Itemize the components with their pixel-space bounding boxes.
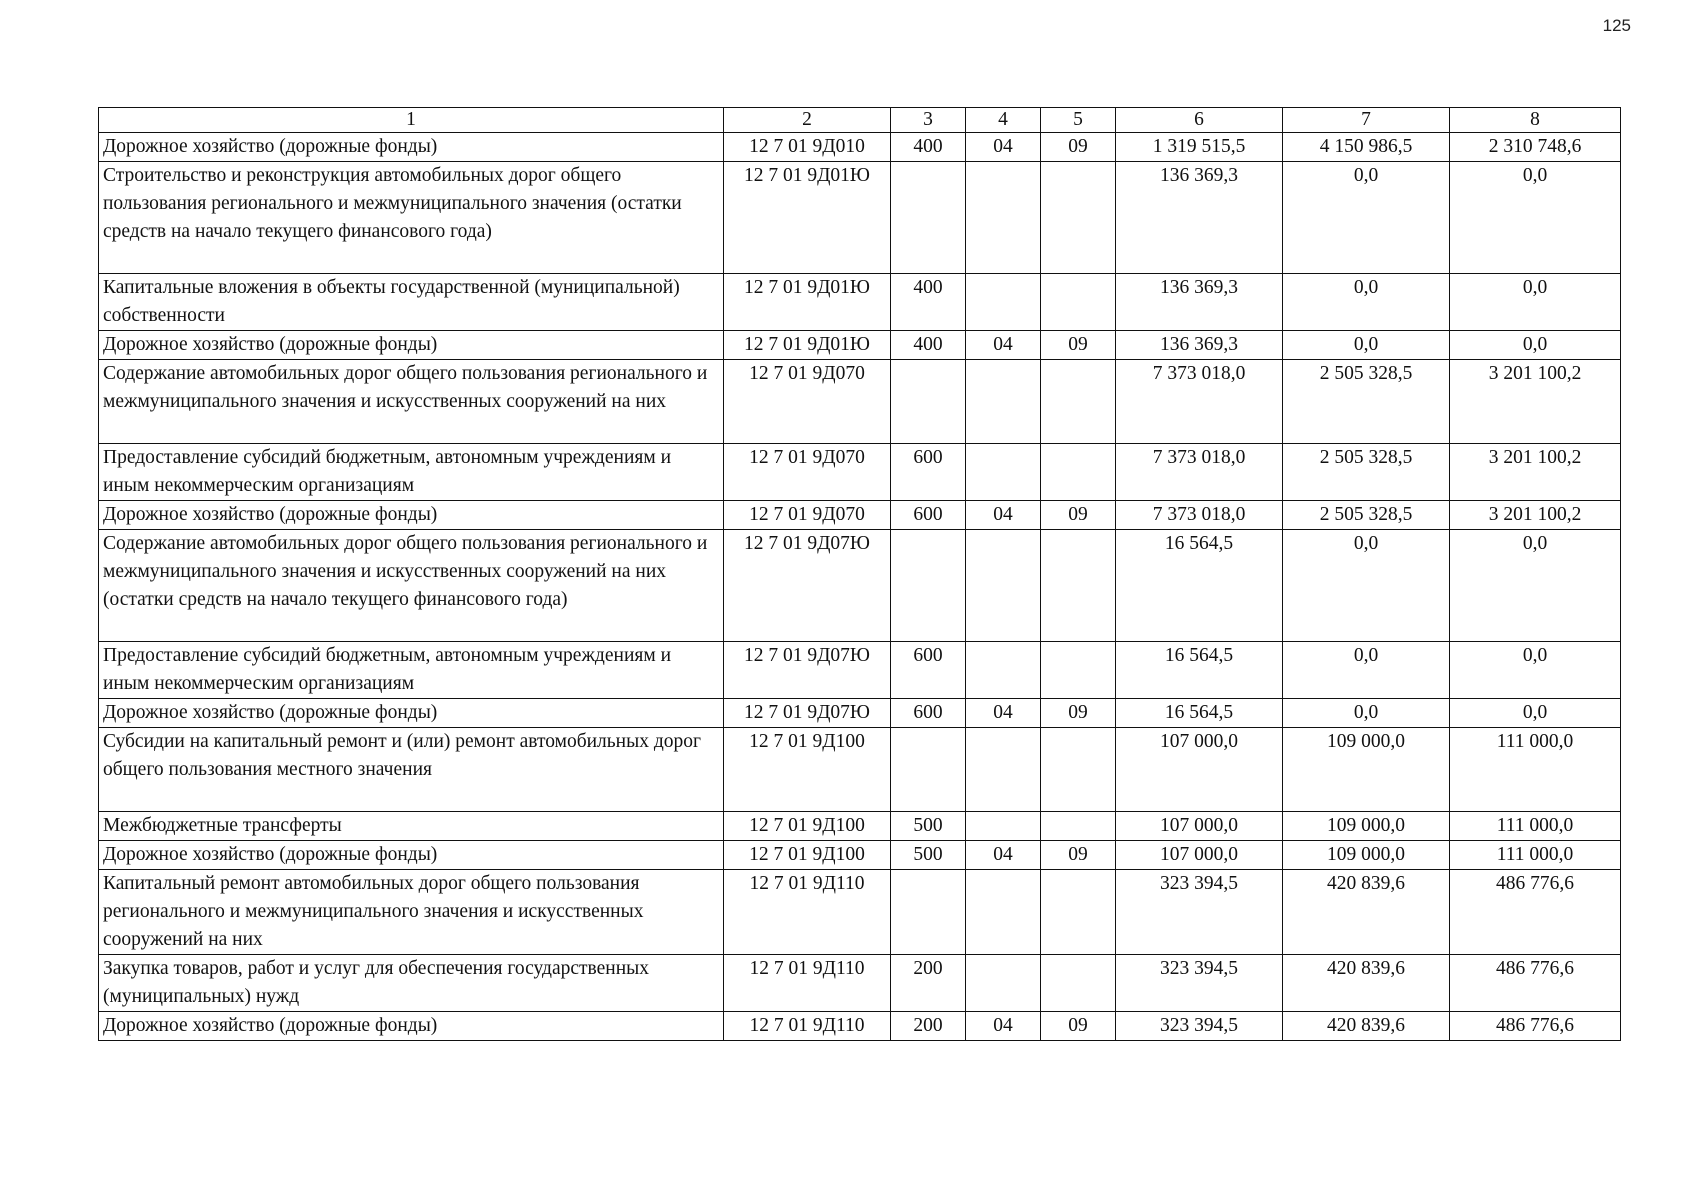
- cell-code: 12 7 01 9Д07Ю: [724, 699, 891, 728]
- header-cell-4: 4: [966, 108, 1041, 133]
- cell-name: Межбюджетные трансферты: [99, 812, 724, 841]
- cell-col7: 109 000,0: [1283, 728, 1450, 812]
- cell-code: 12 7 01 9Д100: [724, 841, 891, 870]
- cell-col3: 400: [891, 274, 966, 331]
- cell-col4: [966, 530, 1041, 642]
- cell-col3: 400: [891, 133, 966, 162]
- cell-col7: 0,0: [1283, 162, 1450, 274]
- header-cell-1: 1: [99, 108, 724, 133]
- cell-col8: 111 000,0: [1450, 728, 1621, 812]
- table-row: [99, 955, 1621, 1012]
- cell-col8: 0,0: [1450, 699, 1621, 728]
- cell-name: Дорожное хозяйство (дорожные фонды): [99, 331, 724, 360]
- table-row: [99, 699, 1621, 728]
- cell-col3: [891, 360, 966, 444]
- cell-col4: 04: [966, 1012, 1041, 1041]
- cell-name: Дорожное хозяйство (дорожные фонды): [99, 501, 724, 530]
- cell-col5: 09: [1041, 501, 1116, 530]
- cell-col5: [1041, 870, 1116, 955]
- cell-col3: 600: [891, 501, 966, 530]
- table-row: [99, 1012, 1621, 1041]
- cell-col6: 16 564,5: [1116, 699, 1283, 728]
- cell-col3: [891, 162, 966, 274]
- table-row: [99, 501, 1621, 530]
- cell-col6: 323 394,5: [1116, 1012, 1283, 1041]
- cell-col6: 1 319 515,5: [1116, 133, 1283, 162]
- cell-col4: [966, 360, 1041, 444]
- cell-col7: 0,0: [1283, 642, 1450, 699]
- cell-col8: 0,0: [1450, 274, 1621, 331]
- cell-col5: 09: [1041, 1012, 1116, 1041]
- table-body: [99, 108, 1621, 1041]
- cell-col3: 200: [891, 955, 966, 1012]
- header-cell-6: 6: [1116, 108, 1283, 133]
- cell-col5: [1041, 444, 1116, 501]
- cell-code: 12 7 01 9Д070: [724, 444, 891, 501]
- cell-col6: 107 000,0: [1116, 841, 1283, 870]
- cell-col4: [966, 642, 1041, 699]
- cell-col7: 0,0: [1283, 331, 1450, 360]
- table-row: [99, 331, 1621, 360]
- cell-col6: 7 373 018,0: [1116, 501, 1283, 530]
- cell-col8: 486 776,6: [1450, 1012, 1621, 1041]
- cell-col4: [966, 812, 1041, 841]
- cell-name: Предоставление субсидий бюджетным, автономным учреждениям и иным некоммерческим организациям: [99, 642, 724, 699]
- cell-col7: 2 505 328,5: [1283, 444, 1450, 501]
- cell-col3: [891, 530, 966, 642]
- table-row: [99, 444, 1621, 501]
- header-cell-7: 7: [1283, 108, 1450, 133]
- cell-col3: [891, 870, 966, 955]
- cell-col4: [966, 274, 1041, 331]
- cell-col8: 3 201 100,2: [1450, 501, 1621, 530]
- cell-col6: 7 373 018,0: [1116, 444, 1283, 501]
- cell-col6: 16 564,5: [1116, 642, 1283, 699]
- cell-col4: 04: [966, 699, 1041, 728]
- cell-col7: 0,0: [1283, 699, 1450, 728]
- cell-col7: 420 839,6: [1283, 1012, 1450, 1041]
- cell-col5: 09: [1041, 331, 1116, 360]
- cell-col3: 600: [891, 444, 966, 501]
- table-row: [99, 162, 1621, 274]
- header-cell-3: 3: [891, 108, 966, 133]
- cell-name: Дорожное хозяйство (дорожные фонды): [99, 841, 724, 870]
- cell-name: Капитальные вложения в объекты государственной (муниципальной) собственности: [99, 274, 724, 331]
- cell-col5: [1041, 162, 1116, 274]
- page-number: 125: [1602, 16, 1631, 35]
- cell-col4: [966, 955, 1041, 1012]
- cell-col7: 4 150 986,5: [1283, 133, 1450, 162]
- cell-col5: [1041, 728, 1116, 812]
- cell-col8: 0,0: [1450, 162, 1621, 274]
- table-row: [99, 841, 1621, 870]
- cell-col8: 3 201 100,2: [1450, 444, 1621, 501]
- table-header-row: [99, 108, 1621, 133]
- cell-col4: 04: [966, 501, 1041, 530]
- table-row: [99, 530, 1621, 642]
- cell-col7: 109 000,0: [1283, 812, 1450, 841]
- cell-col4: 04: [966, 133, 1041, 162]
- cell-col8: 0,0: [1450, 642, 1621, 699]
- cell-code: 12 7 01 9Д070: [724, 360, 891, 444]
- cell-col7: 2 505 328,5: [1283, 360, 1450, 444]
- cell-col5: [1041, 274, 1116, 331]
- cell-col7: 109 000,0: [1283, 841, 1450, 870]
- cell-col6: 7 373 018,0: [1116, 360, 1283, 444]
- cell-col7: 2 505 328,5: [1283, 501, 1450, 530]
- cell-name: Дорожное хозяйство (дорожные фонды): [99, 1012, 724, 1041]
- cell-col6: 136 369,3: [1116, 274, 1283, 331]
- cell-col5: [1041, 642, 1116, 699]
- cell-col4: 04: [966, 331, 1041, 360]
- budget-table: [98, 107, 1621, 1041]
- cell-name: Капитальный ремонт автомобильных дорог общего пользования регионального и межмуниципального значения и искусственных сооружений на них: [99, 870, 724, 955]
- cell-name: Содержание автомобильных дорог общего пользования регионального и межмуниципального значения и искусственных сооружений на них (остатки средств на начало текущего финансового года): [99, 530, 724, 642]
- cell-col4: [966, 728, 1041, 812]
- cell-col8: 2 310 748,6: [1450, 133, 1621, 162]
- cell-col5: [1041, 530, 1116, 642]
- cell-col4: [966, 162, 1041, 274]
- cell-code: 12 7 01 9Д100: [724, 728, 891, 812]
- cell-col8: 0,0: [1450, 530, 1621, 642]
- cell-col6: 107 000,0: [1116, 812, 1283, 841]
- cell-col3: 200: [891, 1012, 966, 1041]
- cell-code: 12 7 01 9Д110: [724, 955, 891, 1012]
- cell-col5: [1041, 955, 1116, 1012]
- cell-col6: 16 564,5: [1116, 530, 1283, 642]
- cell-col3: 500: [891, 841, 966, 870]
- header-cell-2: 2: [724, 108, 891, 133]
- cell-col5: [1041, 360, 1116, 444]
- cell-name: Дорожное хозяйство (дорожные фонды): [99, 699, 724, 728]
- cell-col7: 420 839,6: [1283, 955, 1450, 1012]
- cell-col8: 111 000,0: [1450, 812, 1621, 841]
- cell-name: Закупка товаров, работ и услуг для обеспечения государственных (муниципальных) нужд: [99, 955, 724, 1012]
- cell-col3: [891, 728, 966, 812]
- table-row: [99, 133, 1621, 162]
- cell-col6: 136 369,3: [1116, 162, 1283, 274]
- table-row: [99, 728, 1621, 812]
- cell-col5: 09: [1041, 133, 1116, 162]
- cell-code: 12 7 01 9Д07Ю: [724, 642, 891, 699]
- cell-col6: 323 394,5: [1116, 870, 1283, 955]
- cell-col4: [966, 870, 1041, 955]
- cell-col8: 111 000,0: [1450, 841, 1621, 870]
- cell-col4: 04: [966, 841, 1041, 870]
- cell-col5: [1041, 812, 1116, 841]
- cell-code: 12 7 01 9Д100: [724, 812, 891, 841]
- cell-col3: 400: [891, 331, 966, 360]
- cell-col6: 323 394,5: [1116, 955, 1283, 1012]
- cell-col6: 136 369,3: [1116, 331, 1283, 360]
- cell-code: 12 7 01 9Д01Ю: [724, 274, 891, 331]
- cell-col3: 500: [891, 812, 966, 841]
- cell-col3: 600: [891, 642, 966, 699]
- table-row: [99, 870, 1621, 955]
- cell-col7: 0,0: [1283, 530, 1450, 642]
- cell-code: 12 7 01 9Д110: [724, 1012, 891, 1041]
- cell-col8: 486 776,6: [1450, 870, 1621, 955]
- cell-name: Дорожное хозяйство (дорожные фонды): [99, 133, 724, 162]
- cell-col3: 600: [891, 699, 966, 728]
- cell-code: 12 7 01 9Д110: [724, 870, 891, 955]
- cell-name: Предоставление субсидий бюджетным, автономным учреждениям и иным некоммерческим организациям: [99, 444, 724, 501]
- table-row: [99, 274, 1621, 331]
- header-cell-8: 8: [1450, 108, 1621, 133]
- cell-name: Содержание автомобильных дорог общего пользования регионального и межмуниципального значения и искусственных сооружений на них: [99, 360, 724, 444]
- cell-col5: 09: [1041, 841, 1116, 870]
- table-row: [99, 812, 1621, 841]
- cell-col7: 420 839,6: [1283, 870, 1450, 955]
- cell-code: 12 7 01 9Д070: [724, 501, 891, 530]
- cell-name: Строительство и реконструкция автомобильных дорог общего пользования регионального и межмуниципального значения (остатки средств на начало текущего финансового года): [99, 162, 724, 274]
- cell-col8: 486 776,6: [1450, 955, 1621, 1012]
- cell-col6: 107 000,0: [1116, 728, 1283, 812]
- cell-code: 12 7 01 9Д01Ю: [724, 162, 891, 274]
- cell-code: 12 7 01 9Д07Ю: [724, 530, 891, 642]
- cell-code: 12 7 01 9Д01Ю: [724, 331, 891, 360]
- cell-col4: [966, 444, 1041, 501]
- header-cell-5: 5: [1041, 108, 1116, 133]
- cell-col8: 0,0: [1450, 331, 1621, 360]
- table-row: [99, 360, 1621, 444]
- cell-col7: 0,0: [1283, 274, 1450, 331]
- cell-code: 12 7 01 9Д010: [724, 133, 891, 162]
- table-row: [99, 642, 1621, 699]
- cell-name: Субсидии на капитальный ремонт и (или) ремонт автомобильных дорог общего пользования местного значения: [99, 728, 724, 812]
- cell-col8: 3 201 100,2: [1450, 360, 1621, 444]
- cell-col5: 09: [1041, 699, 1116, 728]
